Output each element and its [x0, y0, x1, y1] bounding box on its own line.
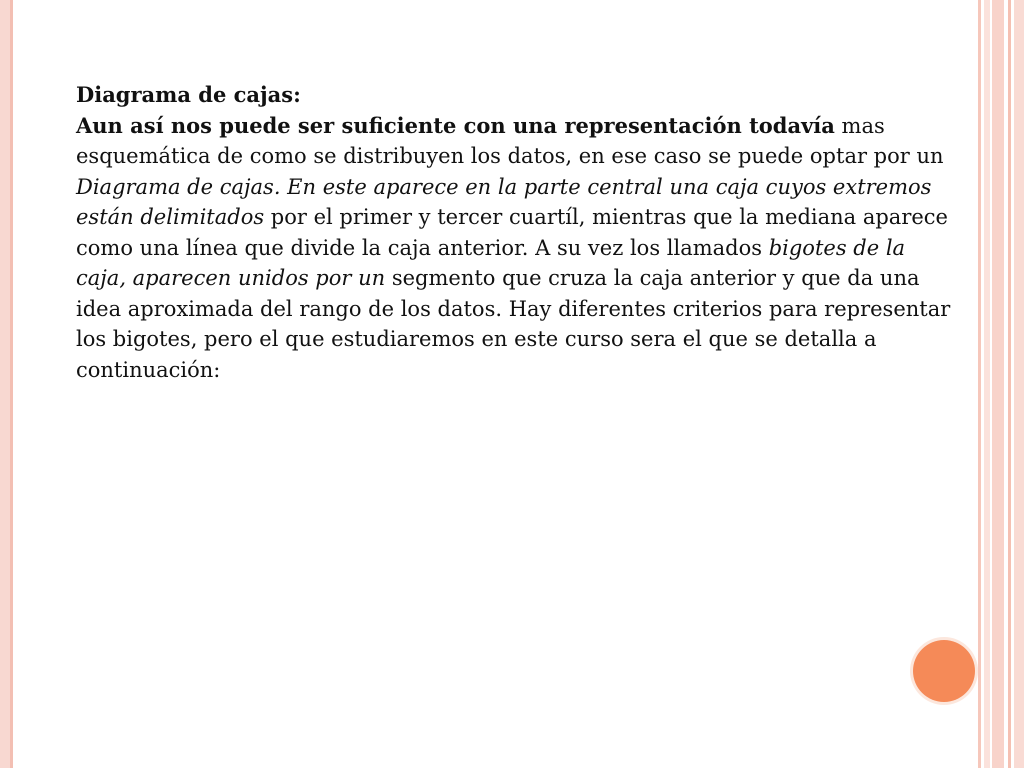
stripe-3 [992, 0, 1004, 768]
slide-heading: Diagrama de cajas: [76, 82, 301, 107]
left-decorative-stripe [0, 0, 13, 768]
right-decorative-stripes [978, 0, 1024, 768]
body-italic-2: bigotes de la caja, aparecen unidos por un [76, 235, 906, 290]
stripe-2 [984, 0, 990, 768]
body-text-2: por el primer y tercer cuartíl, mientras que la mediana aparece como una línea que divide la caja anterior. A su vez los llamados [76, 205, 948, 260]
body-italic-1: Diagrama de cajas. En este aparece en la parte central una caja cuyos extremos están delimitados [76, 174, 932, 229]
body-text-1: mas esquemática de como se distribuyen los datos, en ese caso se puede optar por un [76, 113, 944, 168]
body-paragraph [76, 111, 956, 386]
stripe-1 [978, 0, 981, 768]
stripe-4 [1008, 0, 1011, 768]
intro-bold-text: Aun así nos puede ser suficiente con una representación todavía [76, 112, 835, 138]
slide-body [76, 80, 956, 385]
body-text-3: segmento que cruza la caja anterior y que da una idea aproximada del rango de los datos. Hay diferentes criterios para representar los bigotes, pero el que estudiaremos en este curso sera el que se detalla a continuación: [76, 266, 951, 382]
decorative-orange-circle [913, 640, 975, 702]
stripe-5 [1014, 0, 1024, 768]
